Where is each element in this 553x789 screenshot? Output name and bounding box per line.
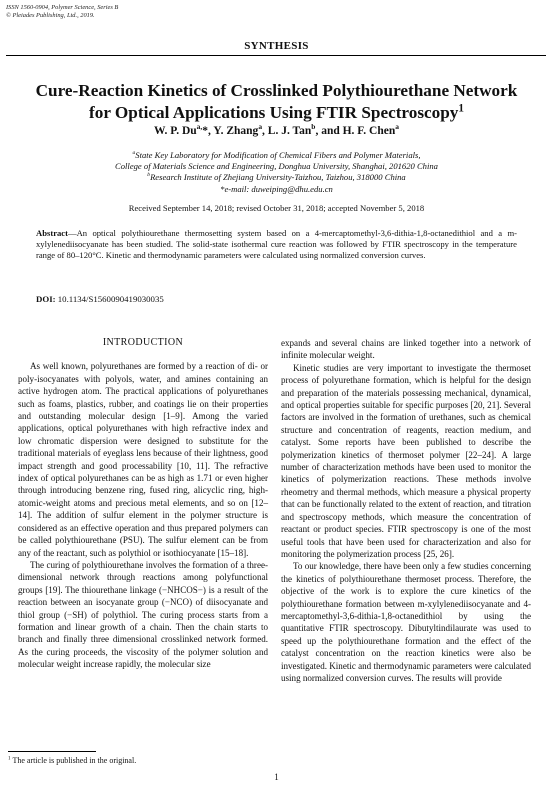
affiliation-a-line-1 (20, 150, 533, 161)
section-divider (6, 55, 546, 56)
affiliation-b-mark: b (147, 172, 151, 179)
introduction-heading: INTRODUCTION (102, 337, 184, 348)
affiliation-b (20, 172, 533, 183)
author-4: , and H. F. Chen (315, 125, 396, 137)
footnote-text: The article is published in the original. (10, 756, 137, 765)
footnote-mark: 1 (8, 755, 11, 762)
left-column (18, 337, 268, 671)
section-label: SYNTHESIS (244, 40, 309, 52)
abstract-label: Abstract (36, 228, 68, 238)
affiliation-b-text: Research Institute of Zhejiang University-Taizhou, Taizhou, 318000 China (150, 172, 406, 183)
doi-label: DOI: (36, 294, 56, 304)
paragraph: Kinetic studies are very important to investigate the thermoset process of polyurethane formation, which is helpful for the design and preparation of the materials possessing mechanical, dynamical, and optical properties suitable for specific purposes [20, 21]. Several factors are involved in the formation of urethanes, such as chemical structure and concentration of reagents, reaction medium, and catalyst. Some reports have been published to describe the polymerization kinetics of thermoset polymer [22–24]. A large number of characterization methods have been used to monitor the kinetics of polymerization reactions. These methods involve rheometry and thermal methods, which measure a physical property that can be functionally related to the extent of reaction, and titration and spectroscopy methods, which measure the concentration of reactant or product species. FTIR spectroscopy is one of the most useful tools that have been used for characterization and also for monitoring the polymerization process [25, 26]. (281, 362, 531, 559)
authors (0, 122, 553, 137)
paragraph: The curing of polythiourethane involves the formation of a three-dimensional network through reactions among polyfunctional groups [19]. The thiourethane linkage (−NHCOS−) is a result of the reaction between an isocyanate group (−NCO) of diisocyanate and thiol group (−SH) of polythiol. The curing process starts from a formation and linear growth of a chain. Then the chain starts to branch and finally three dimensional crosslinked network formed. As the curing proceeds, the viscosity of the polymer solution and molecular weight increase rapidly, the molecular size (18, 559, 268, 670)
paragraph: To our knowledge, there have been only a few studies concerning the kinetics of polythiourethane thermoset process. Therefore, the objective of the work is to explore the cure kinetics of the polythiourethane formation between m-xylylenediisocyanate and 4-mercaptomethyl-3,6-dithia-1,8-octanedithiol by using the quantitative FTIR spectroscopy. Dibutyltindilaurate was used to speed up the polythiourethane formation and the effect of the catalyst concentration on the reaction kinetics were also be investigated. Kinetic and thermodynamic parameters were calculated using normalized conversion curves. The results will provide (281, 561, 531, 683)
affiliation-a-text-1: State Key Laboratory for Modification of Chemical Fibers and Polymer Materials, (135, 150, 421, 160)
author-2: *, Y. Zhang (202, 125, 259, 137)
footnote (8, 756, 136, 765)
title-line-2 (18, 102, 535, 124)
footnote-divider (8, 751, 96, 752)
author-3-affil: b (311, 122, 316, 132)
page-number: 1 (274, 772, 279, 782)
affiliation-a-line-2: College of Materials Science and Engineering, Donghua University, Shanghai, 201620 China (115, 161, 438, 172)
paragraph: expands and several chains are linked together into a network of infinite molecular weight. (281, 338, 531, 361)
title-line-1: Cure-Reaction Kinetics of Crosslinked Polythiourethane Network (35, 81, 518, 100)
abstract-text: —An optical polythiourethane thermosetting system based on a 4-mercaptomethyl-3,6-dithia-1,8-octanedithiol and a m-xylylenediisocyanate has been studied. The solid-state isothermal cure reaction was followed by FTIR spectroscopy in the temperature range of 80–120°C. Kinetic and thermodynamic parameters were calculated using normalized conversion curves. (36, 228, 517, 261)
affiliations (20, 150, 533, 195)
author-3: , L. J. Tan (262, 125, 312, 137)
doi-link[interactable]: 10.1134/S1560090419030035 (57, 294, 164, 304)
received-dates: Received September 14, 2018; revised October 31, 2018; accepted November 5, 2018 (128, 203, 425, 213)
author-1-affil: a, (196, 122, 203, 132)
doi-line (36, 294, 164, 304)
author-1: W. P. Du (154, 125, 197, 137)
journal-header (6, 4, 118, 20)
article-title (18, 80, 535, 124)
author-4-affil: a (395, 122, 399, 132)
publisher-copyright: © Pleiades Publishing, Ltd., 2019. (6, 12, 95, 19)
author-2-affil: a (258, 122, 263, 132)
corresponding-email: *e-mail: duweiping@dhu.edu.cn (220, 183, 333, 194)
abstract (36, 228, 517, 262)
paragraph: As well known, polyurethanes are formed by a reaction of di- or poly-isocyanates with polyols, water, and amines containing an active hydrogen atom. The practical applications of polyurethanes such as foams, plastics, rubber, and coatings lie on their properties and outstanding molecular design [1–9]. Among the varied applications, optical polyurethanes with high refractive index and low chromatic dispersion were designed to substitute for the traditional materials of eyeglass lens because of their lightness, good impact strength and good processability [10, 11]. The refractive index of optical polyurethanes can be as high as 1.71 or even higher through introducing benzene ring, fused ring, alicyclic ring, high-atomic-weight atoms and precious metal elements, and so on [12–14]. The addition of sulfur element in the polymer structure is considered as an effective operation and thus prepared polymers can be called polythiourethane (PSU). The sulfur element can be from any of the reactant, such as polythiol or isothiocyanate [15–18]. (18, 361, 268, 558)
affiliation-a-mark: a (132, 150, 136, 157)
title-line-2-text: for Optical Applications Using FTIR Spectroscopy (89, 103, 459, 122)
journal-issn: ISSN 1560-0904, Polymer Science, Series B (6, 4, 119, 11)
title-footnote-mark: 1 (458, 102, 464, 115)
right-column (281, 337, 531, 684)
